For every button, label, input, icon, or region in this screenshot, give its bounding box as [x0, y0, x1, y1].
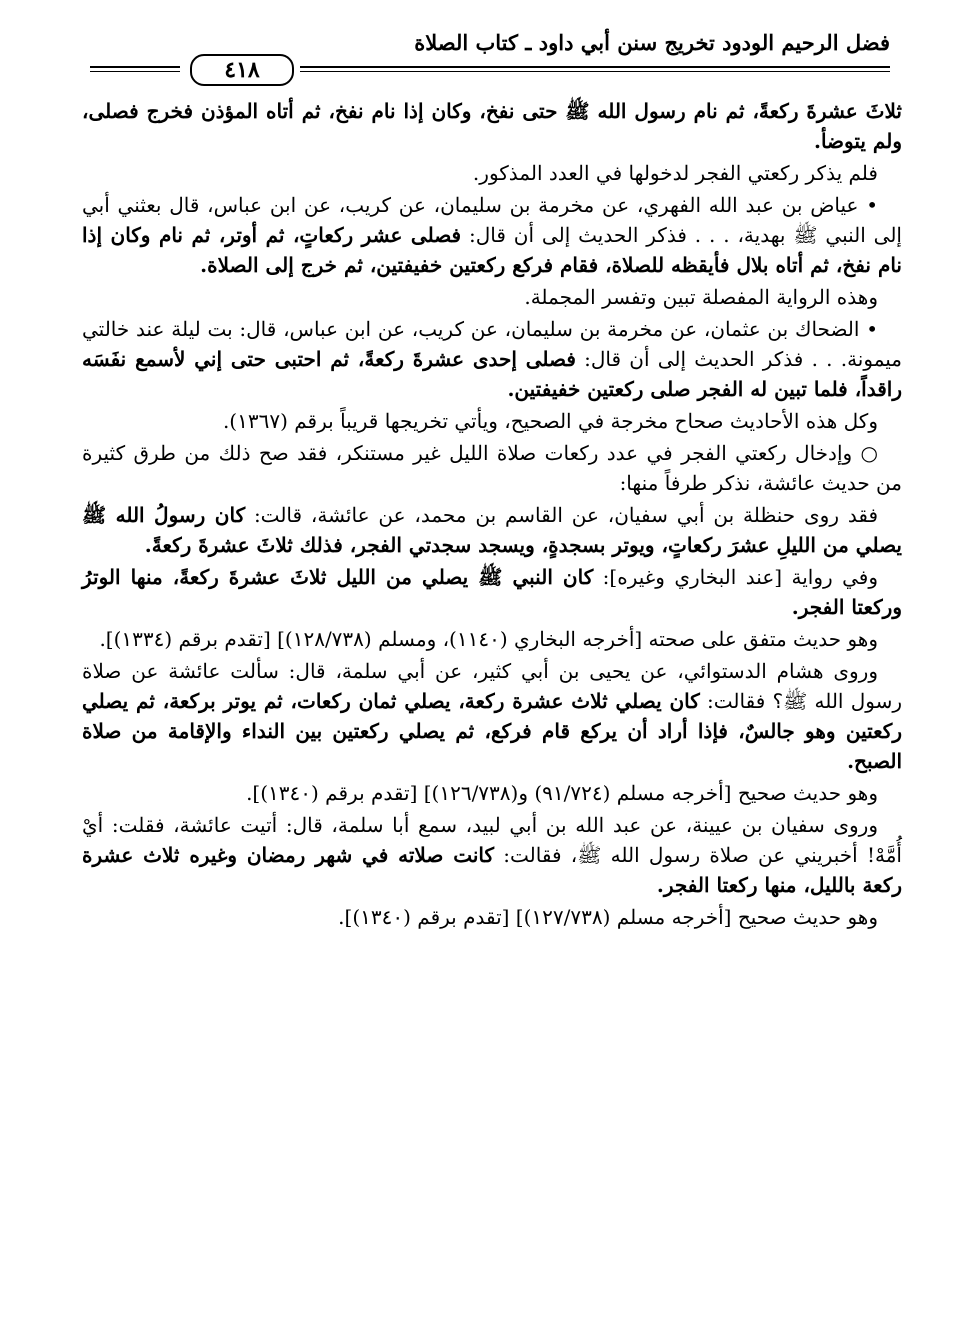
commentary-text: • الضحاك بن عثمان، عن مخرمة بن سليمان، عن كريب، عن ابن عباس، قال: بت ليلة عند خالتي ميمونة. . . فذكر الحديث إلى أن قال: — [82, 317, 902, 371]
page-title: فضل الرحيم الودود تخريج سنن أبي داود ـ كتاب الصلاة — [414, 30, 890, 55]
paragraph — [82, 158, 902, 188]
commentary-text: • عياض بن عبد الله الفهري، عن مخرمة بن سليمان، عن كريب، عن ابن عباس، قال بعثني أبي إلى النبي ﷺ بهدية، . . . فذكر الحديث إلى أن قال: — [82, 193, 902, 247]
paragraph — [82, 778, 902, 808]
paragraph — [82, 500, 902, 560]
paragraph — [82, 562, 902, 622]
hadith-text: كان النبي ﷺ يصلي من الليل ثلاثَ عشرةَ ركعةً، منها الوترُ وركعتا الفجر. — [82, 565, 902, 619]
hadith-text: فصلى عشر ركعاتٍ، ثم أوتر، ثم نام وكان إذا نام نفخ، ثم أتاه بلال فأيقظه للصلاة، فقام فركع ركعتين خفيفتين، ثم خرج إلى الصلاة. — [82, 223, 902, 277]
paragraph — [82, 624, 902, 654]
commentary-text: ○ وإدخال ركعتي الفجر في عدد ركعات صلاة الليل غير مستنكر، فقد صح ذلك من طرق كثيرة من حديث عائشة، نذكر طرفاً منها: — [82, 441, 902, 495]
hadith-text: ثلاثَ عشرةَ ركعةً، ثم نام رسول الله ﷺ حتى نفخ، وكان إذا نام نفخ، ثم أتاه المؤذن فخرج فصلى، ولم يتوضأ. — [82, 99, 902, 153]
commentary-text: وهذه الرواية المفصلة تبين وتفسر المجملة. — [524, 285, 878, 309]
commentary-text: وكل هذه الأحاديث صحاح مخرجة في الصحيح، ويأتي تخريجها قريباً برقم (١٣٦٧). — [222, 409, 878, 433]
page-body — [82, 96, 902, 934]
page-number-frame — [180, 54, 300, 84]
paragraph — [82, 96, 902, 156]
commentary-text: وفي رواية [عند البخاري وغيره]: — [593, 565, 878, 589]
paragraph — [82, 406, 902, 436]
paragraph — [82, 282, 902, 312]
hadith-text: فصلى إحدى عشرةَ ركعةً، ثم احتبى حتى إني لأسمع نفَسَه راقداً، فلما تبين له الفجر صلى ركعتين خفيفتين. — [82, 347, 902, 401]
paragraph — [82, 902, 902, 932]
paragraph — [82, 438, 902, 498]
commentary-text: وهو حديث صحيح [أخرجه مسلم (١٢٧/٧٣٨)] [تقدم برقم (١٣٤٠)]. — [338, 905, 878, 929]
commentary-text: وهو حديث متفق على صحته [أخرجه البخاري (١١٤٠)، ومسلم (١٢٨/٧٣٨)] [تقدم برقم (١٣٣٤)]. — [99, 627, 878, 651]
commentary-text: وهو حديث صحيح [أخرجه مسلم (٩١/٧٢٤) و(١٢٦/٧٣٨)] [تقدم برقم (١٣٤٠)]. — [246, 781, 878, 805]
paragraph — [82, 810, 902, 900]
commentary-text: فقد روى حنظلة بن أبي سفيان، عن القاسم بن محمد، عن عائشة، قالت: — [245, 503, 879, 527]
hadith-text: كانت صلاته في شهر رمضان وغيره ثلاث عشرة ركعة بالليل، منها ركعتا الفجر. — [82, 843, 902, 897]
hadith-text: كان رسولُ الله ﷺ يصلي من الليلِ عشرَ ركعاتٍ، ويوتر بسجدةٍ، ويسجد سجدتي الفجر، فذلك ثلاثَ عشرةَ ركعةً. — [82, 503, 902, 557]
paragraph — [82, 190, 902, 280]
commentary-text: وروى هشام الدستوائي، عن يحيى بن أبي كثير، عن أبي سلمة، قال: سألت عائشة عن صلاة رسول الله ﷺ؟ فقالت: — [82, 659, 902, 713]
commentary-text: وروى سفيان بن عيينة، عن عبد الله بن أبي لبيد، سمع أبا سلمة، قال: أتيت عائشة، فقلت: أيْ أُمَّهْ! أخبريني عن صلاة رسول الله ﷺ، فقالت: — [82, 813, 902, 867]
commentary-text: فلم يذكر ركعتي الفجر لدخولها في العدد المذكور. — [472, 161, 878, 185]
hadith-text: كان يصلي ثلاث عشرة ركعة، يصلي ثمان ركعات، ثم يوتر بركعة، ثم يصلي ركعتين وهو جالسٌ، فإذا أراد أن يركع قام فركع، ثم يصلي ركعتين بين النداء والإقامة من صلاة الصبح. — [82, 689, 902, 773]
paragraph — [82, 314, 902, 404]
page-number: ٤١٨ — [190, 54, 294, 86]
paragraph — [82, 656, 902, 776]
